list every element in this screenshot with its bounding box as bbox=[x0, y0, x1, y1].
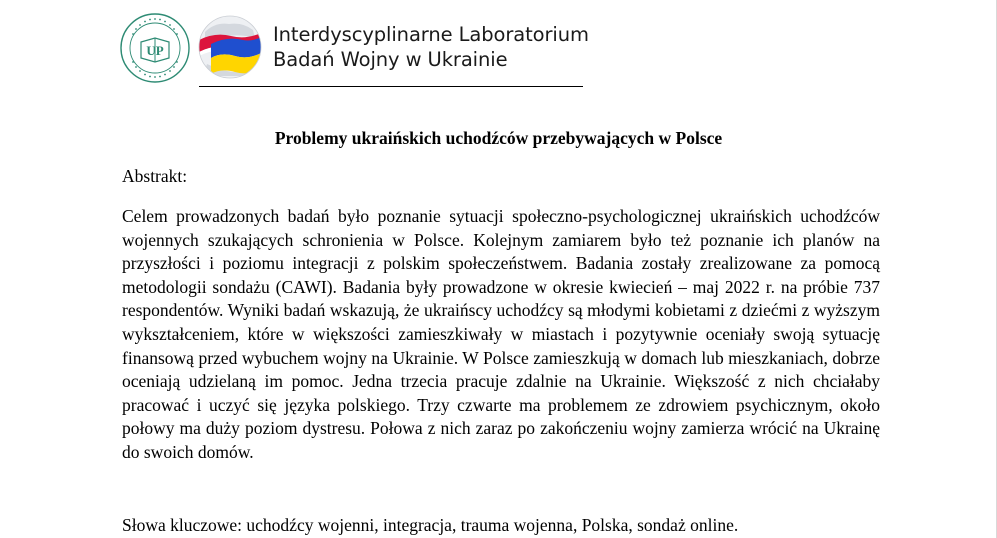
lab-title bbox=[273, 22, 589, 72]
lab-title-line1: Interdyscyplinarne Laboratorium bbox=[273, 23, 589, 46]
lab-title-line2: Badań Wojny w Ukrainie bbox=[273, 48, 508, 71]
keywords-line: Słowa kluczowe: uchodźcy wojenni, integracja, trauma wojenna, Polska, sondaż online. bbox=[122, 515, 739, 535]
abstract-label: Abstrakt: bbox=[122, 166, 188, 186]
abstract-paragraph: Celem prowadzonych badań było poznanie sytuacji społeczno-psychologicznej ukraińskich uchodźców wojennych szukających schronienia w Polsce. Kolejnym zamiarem było też poznanie ich planów na przyszłości i poziomu integracji z polskim społeczeństwem. Badania zostały zrealizowane za pomocą metodologii sondażu (CAWI). Badania były prowadzone w okresie kwiecień – maj 2022 r. na próbie 737 respondentów. Wyniki badań wskazują, że ukraińscy uchodźcy są młodymi kobietami z dziećmi z wyższym wykształceniem, które w większości zamieszkiwały w miastach i pozytywnie oceniały swoją sytuację finansową przed wybuchem wojny na Ukrainie. W Polsce zamieszkują w domach lub mieszkaniach, dobrze oceniają udzielaną im pomoc. Jedna trzecia pracuje zdalnie na Ukrainie. Większość z nich chciałaby pracować i uczyć się języka polskiego. Trzy czwarte ma problemem ze zdrowiem psychicznym, około połowy ma duży poziom dystresu. Połowa z nich zaraz po zakończeniu wojny zamierza wrócić na Ukrainę do swoich domów. bbox=[122, 206, 880, 462]
university-seal-logo bbox=[119, 12, 191, 84]
document-title: Problemy ukraińskich uchodźców przebywających w Polsce bbox=[274, 128, 723, 148]
header-divider bbox=[199, 86, 583, 87]
document-header bbox=[119, 10, 589, 88]
seal-monogram: UP bbox=[146, 43, 164, 58]
lab-flags-globe-logo bbox=[197, 14, 263, 80]
